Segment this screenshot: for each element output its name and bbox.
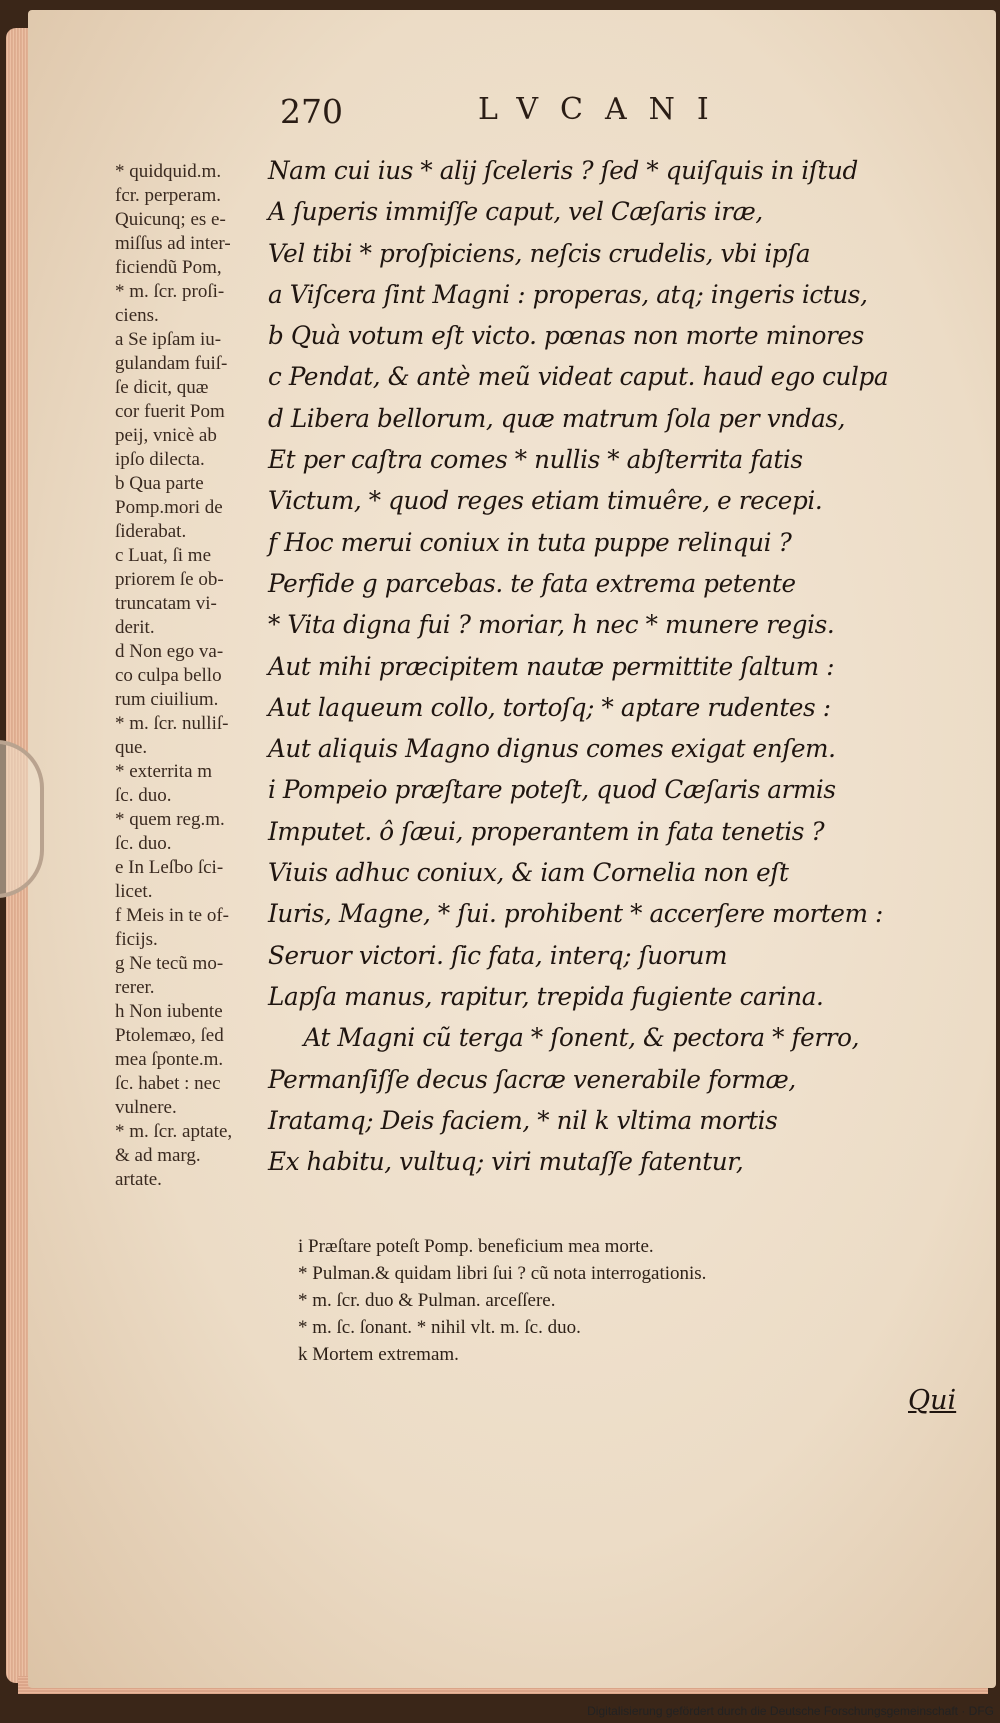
verse-line: Et per caſtra comes * nullis * abſterrita fatis — [268, 445, 803, 475]
margin-note: b Qua parte — [115, 473, 204, 494]
footnote: i Præſtare poteſt Pomp. beneficium mea morte. — [298, 1236, 654, 1257]
verse-line: Permanſiſſe decus ſacræ venerabile formæ, — [268, 1064, 796, 1094]
margin-note: que. — [115, 737, 148, 758]
margin-note: & ad marg. — [115, 1145, 201, 1166]
margin-note: g Ne tecũ mo- — [115, 953, 224, 974]
verse-line: Aut aliquis Magno dignus comes exigat enſem. — [268, 734, 836, 764]
footnote: * m. ſc. ſonant. * nihil vlt. m. ſc. duo. — [298, 1317, 581, 1338]
verse-line: Imputet. ô ſæui, properantem in fata tenetis ? — [268, 816, 825, 846]
margin-note: mea ſponte.m. — [115, 1049, 224, 1070]
margin-note: ciens. — [115, 305, 159, 326]
margin-note: f Meis in te of- — [115, 905, 229, 926]
margin-note: peij, vnicè ab — [115, 425, 217, 446]
margin-note: * m. ſcr. aptate, — [115, 1121, 233, 1142]
margin-note: ſc. duo. — [115, 785, 172, 806]
margin-note: * m. ſcr. proſi- — [115, 281, 225, 302]
margin-note: ficiendũ Pom, — [115, 257, 222, 278]
verse-line: Seruor victori. ſic fata, interq; ſuorum — [268, 940, 728, 970]
margin-note: c Luat, ſi me — [115, 545, 212, 566]
margin-note: licet. — [115, 881, 153, 902]
verse-line: d Libera bellorum, quæ matrum ſola per vndas, — [268, 403, 846, 433]
margin-note: a Se ipſam iu- — [115, 329, 222, 350]
margin-note: * m. ſcr. nulliſ- — [115, 713, 229, 734]
margin-note: Ptolemæo, ſed — [115, 1025, 224, 1046]
margin-note: derit. — [115, 617, 155, 638]
margin-notes — [115, 160, 293, 1192]
margin-note: * quem reg.m. — [115, 809, 225, 830]
margin-note: d Non ego va- — [115, 641, 224, 662]
catchword: Qui — [908, 1385, 957, 1416]
book-clasp — [0, 740, 44, 898]
margin-note: miſſus ad inter- — [115, 233, 231, 254]
verse-line: Nam cui ius * alij ſceleris ? ſed * quiſquis in iſtud — [268, 156, 858, 185]
margin-note: artate. — [115, 1169, 162, 1190]
margin-note: truncatam vi- — [115, 593, 217, 614]
margin-note: ſc. duo. — [115, 833, 172, 854]
verse-line: At Magni cũ terga * ſonent, & pectora * ferro, — [303, 1023, 860, 1053]
running-head: LVCANI — [478, 92, 731, 127]
margin-note: ſe dicit, quæ — [115, 377, 209, 398]
verse-line: c Pendat, & antè meũ videat caput. haud ego culpa — [268, 362, 889, 392]
verse-line: f Hoc merui coniux in tuta puppe relinqui ? — [268, 527, 792, 557]
verse-line: A ſuperis immiſſe caput, vel Cæſaris iræ, — [268, 197, 763, 227]
margin-note: gulandam fuiſ- — [115, 353, 228, 374]
margin-note: ficijs. — [115, 929, 158, 950]
verse-line: * Vita digna fui ? moriar, h nec * munere regis. — [268, 610, 835, 640]
footnote: * m. ſcr. duo & Pulman. arceſſere. — [298, 1290, 556, 1311]
margin-note: ſc. habet : nec — [115, 1073, 221, 1094]
verse-line: b Quà votum eſt victo. pœnas non morte minores — [268, 321, 864, 351]
margin-note: rum ciuilium. — [115, 689, 219, 710]
verse-line: Victum, * quod reges etiam timuêre, e recepi. — [268, 486, 823, 516]
verse-line: Vel tibi * proſpiciens, neſcis crudelis, vbi ipſa — [268, 238, 811, 268]
verse-line: Ex habitu, vultuq; viri mutaſſe fatentur, — [268, 1147, 744, 1177]
footnote: * Pulman.& quidam libri ſui ? cũ nota interrogationis. — [298, 1263, 707, 1284]
verse-line: Perfide g parcebas. te fata extrema petente — [268, 568, 796, 598]
verse-line: a Viſcera ſint Magni : properas, atq; ingeris ictus, — [268, 279, 868, 309]
verse-line: Viuis adhuc coniux, & iam Cornelia non eſt — [268, 858, 789, 888]
margin-note: fcr. perperam. — [115, 185, 222, 206]
verse-line: Iuris, Magne, * ſui. prohibent * accerſere mortem : — [268, 899, 883, 929]
margin-note: priorem ſe ob- — [115, 569, 224, 590]
verse-line: Iratamq; Deis faciem, * nil k vltima mortis — [268, 1105, 778, 1135]
margin-note: co culpa bello — [115, 665, 222, 686]
verse-line: Lapſa manus, rapitur, trepida fugiente carina. — [268, 981, 824, 1011]
footnote: k Mortem extremam. — [298, 1344, 459, 1365]
margin-note: vulnere. — [115, 1097, 177, 1118]
margin-note: Quicunq; es e- — [115, 209, 226, 230]
margin-note: rerer. — [115, 977, 155, 998]
margin-note: ſiderabat. — [115, 521, 187, 542]
verse-line: Aut mihi præcipitem nautæ permittite ſaltum : — [268, 651, 835, 681]
digitization-credit: Digitalisierung gefördert durch die Deutsche Forschungsgemeinschaft · DFG — [587, 1704, 994, 1718]
footnotes — [298, 1233, 938, 1368]
margin-note: * quidquid.m. — [115, 161, 222, 182]
margin-note: ipſo dilecta. — [115, 449, 205, 470]
margin-note: e In Leſbo ſci- — [115, 857, 224, 878]
verse-block — [268, 150, 968, 1182]
margin-note: h Non iubente — [115, 1001, 223, 1022]
verse-line: Aut laqueum collo, tortoſq; * aptare rudentes : — [268, 692, 831, 722]
page-number: 270 — [280, 92, 343, 131]
margin-note: * exterrita m — [115, 761, 213, 782]
margin-note: cor fuerit Pom — [115, 401, 225, 422]
margin-note: Pomp.mori de — [115, 497, 223, 518]
verse-line: i Pompeio præſtare poteſt, quod Cæſaris armis — [268, 775, 836, 805]
